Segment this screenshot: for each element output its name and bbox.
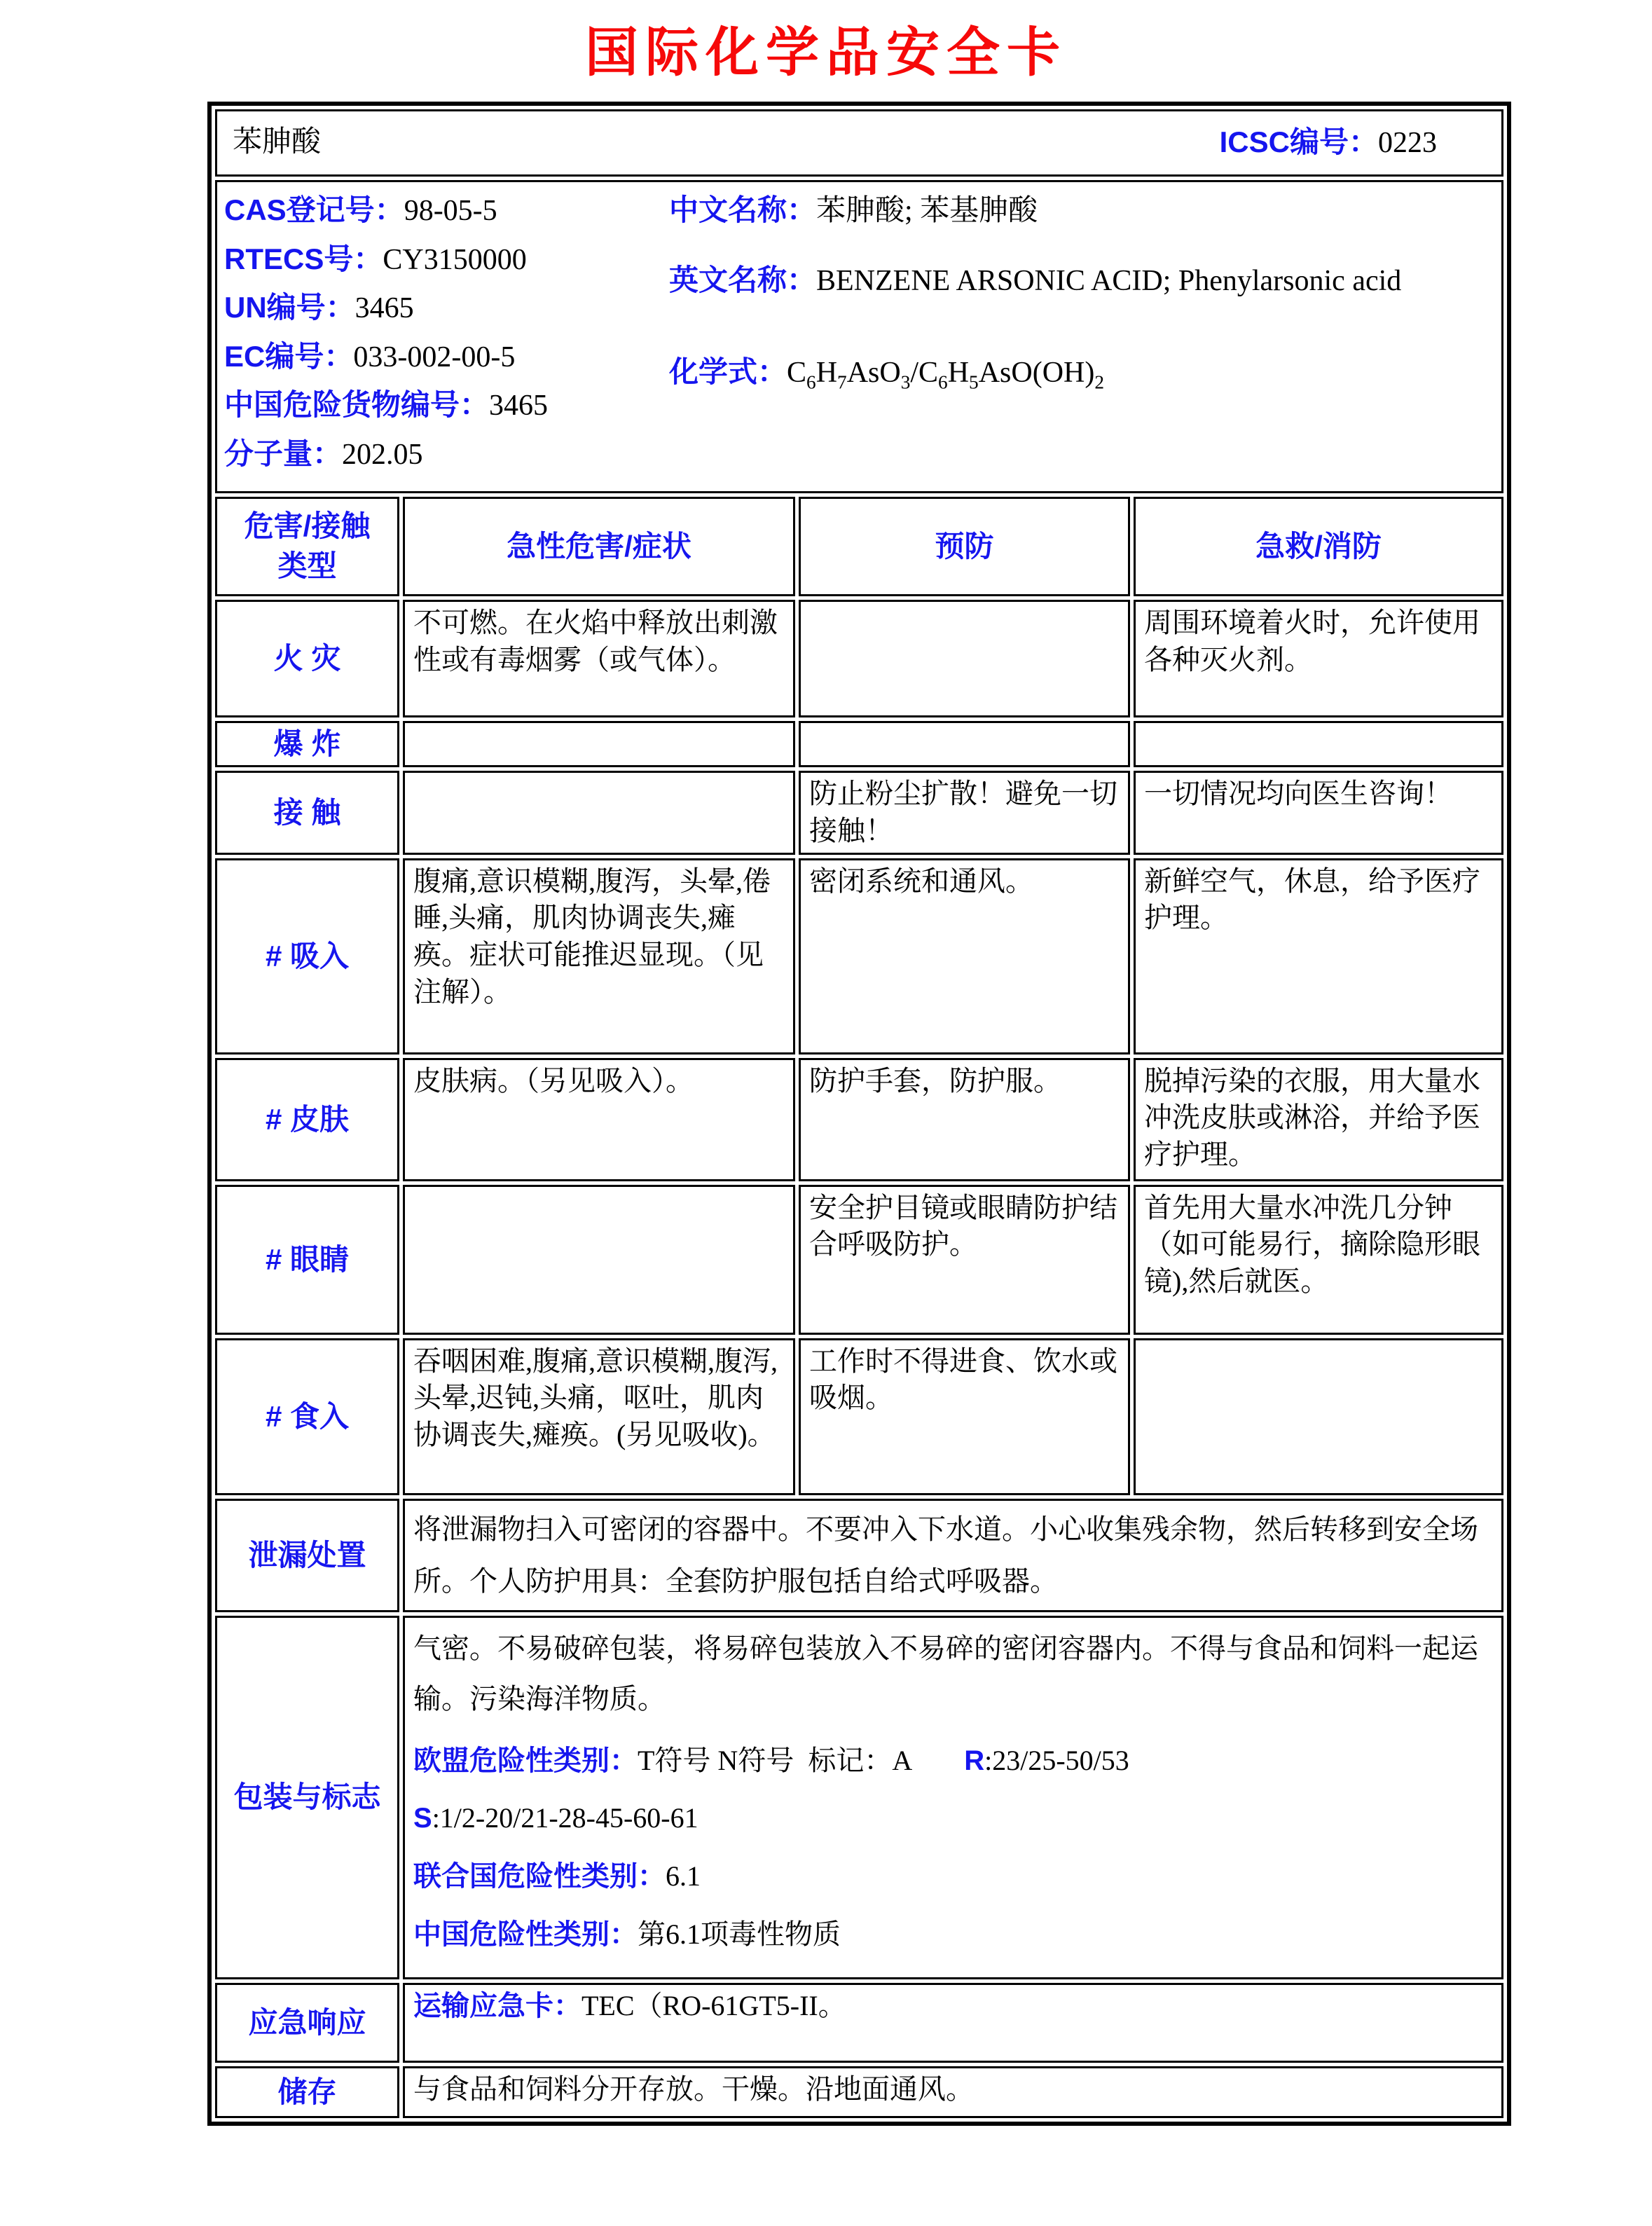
eyes-first-aid: 首先用大量水冲洗几分钟（如可能易行，摘除隐形眼镜),然后就医。 xyxy=(1134,1185,1503,1335)
packaging-intro: 气密。不易破碎包装，将易碎包装放入不易碎的密闭容器内。不得与食品和饲料一起运输。污染海洋物质。 xyxy=(413,1632,1478,1715)
ec-number-line xyxy=(224,338,669,376)
col-header-hazard-type: 危害/接触类型 xyxy=(215,497,399,596)
ingestion-prevention: 工作时不得进食、饮水或吸烟。 xyxy=(799,1338,1130,1495)
eu-classification-line xyxy=(413,1743,1493,1780)
china-classification-value: 第6.1项毒性物质 xyxy=(638,1918,841,1950)
rtecs-number-value: CY3150000 xyxy=(383,243,527,276)
eu-classification-label: 欧盟危险性类别： xyxy=(413,1745,638,1776)
hazard-type-explosion: 爆 炸 xyxy=(215,721,399,767)
un-number-line xyxy=(224,289,669,327)
china-classification-line xyxy=(413,1916,1493,1953)
col-header-prevention: 预防 xyxy=(799,497,1130,596)
exposure-first-aid: 一切情况均向医生咨询！ xyxy=(1134,771,1503,855)
packaging-type-label: 包装与标志 xyxy=(215,1616,399,1979)
english-name-label: 英文名称： xyxy=(669,263,817,296)
un-classification-label: 联合国危险性类别： xyxy=(413,1861,666,1892)
ingestion-first-aid xyxy=(1134,1338,1503,1495)
emergency-response-type-label: 应急响应 xyxy=(215,1983,399,2063)
col-header-symptoms: 急性危害/症状 xyxy=(403,497,795,596)
cas-number-label: CAS登记号： xyxy=(224,193,404,226)
molecular-weight-line xyxy=(224,436,669,474)
un-classification-value: 6.1 xyxy=(666,1860,701,1892)
r-phrases-value: :23/25-50/53 xyxy=(984,1744,1129,1776)
english-name-value: BENZENE ARSONIC ACID; Phenylarsonic acid xyxy=(816,264,1402,297)
china-classification-label: 中国危险性类别： xyxy=(413,1918,638,1950)
card-header-row xyxy=(215,109,1503,177)
fire-prevention xyxy=(799,600,1130,717)
skin-prevention: 防护手套，防护服。 xyxy=(799,1058,1130,1181)
hazard-type-skin: # 皮肤 xyxy=(215,1058,399,1181)
china-dg-number-line xyxy=(224,387,669,425)
molecular-weight-value: 202.05 xyxy=(342,438,423,471)
s-phrases-line xyxy=(413,1800,1493,1837)
eu-classification-value: T符号 N符号 标记：A xyxy=(638,1744,913,1776)
hazard-row-eyes xyxy=(215,1185,1503,1335)
explosion-symptoms xyxy=(403,721,795,767)
un-number-label: UN编号： xyxy=(224,291,355,324)
transport-emergency-card-label: 运输应急卡： xyxy=(413,1990,581,2021)
hazard-row-inhalation xyxy=(215,858,1503,1054)
ingestion-symptoms: 吞咽困难,腹痛,意识模糊,腹泻,头晕,迟钝,头痛，呕吐，肌肉协调丧失,瘫痪。(另见吸收)。 xyxy=(403,1338,795,1495)
eyes-symptoms xyxy=(403,1185,795,1335)
un-classification-line xyxy=(413,1858,1493,1895)
explosion-prevention xyxy=(799,721,1130,767)
col-header-first-aid: 急救/消防 xyxy=(1134,497,1503,596)
inhalation-prevention: 密闭系统和通风。 xyxy=(799,858,1130,1054)
icsc-card xyxy=(207,102,1511,2126)
skin-symptoms: 皮肤病。（另见吸入）。 xyxy=(403,1058,795,1181)
skin-first-aid: 脱掉污染的衣服，用大量水冲洗皮肤或淋浴，并给予医疗护理。 xyxy=(1134,1058,1503,1181)
hazard-type-eyes: # 眼睛 xyxy=(215,1185,399,1335)
chemical-formula-value: $C_6H_7AsO_3/C_6H_5AsO(OH)_2$ xyxy=(787,357,1105,393)
hazard-table-header-row xyxy=(215,497,1503,596)
icsc-number xyxy=(1220,123,1437,163)
identification-row xyxy=(215,180,1503,493)
ec-number-label: EC编号： xyxy=(224,339,354,373)
r-phrases-label: R xyxy=(964,1745,985,1776)
hazard-row-skin xyxy=(215,1058,1503,1181)
identification-cell xyxy=(215,180,1503,493)
english-name-line xyxy=(669,262,1494,300)
chinese-name-line xyxy=(669,192,1494,230)
molecular-weight-label: 分子量： xyxy=(224,437,343,470)
explosion-first-aid xyxy=(1134,721,1503,767)
un-number-value: 3465 xyxy=(355,292,414,324)
china-dg-number-value: 3465 xyxy=(489,390,549,422)
identification-left-column xyxy=(224,192,669,484)
storage-text: 与食品和饲料分开存放。干燥。沿地面通风。 xyxy=(403,2066,1503,2118)
inhalation-symptoms: 腹痛,意识模糊,腹泻，头晕,倦睡,头痛，肌肉协调丧失,瘫痪。症状可能推迟显现。（见注解）。 xyxy=(403,858,795,1054)
substance-name: 苯胂酸 xyxy=(233,126,322,159)
spillage-row xyxy=(215,1499,1503,1612)
page-title: 国际化学品安全卡 xyxy=(585,23,1067,83)
packaging-cell xyxy=(403,1616,1503,1979)
fire-symptoms: 不可燃。在火焰中释放出刺激性或有毒烟雾（或气体）。 xyxy=(403,600,795,717)
hazard-type-ingestion: # 食入 xyxy=(215,1338,399,1495)
emergency-response-cell xyxy=(403,1983,1503,2063)
spillage-type-label: 泄漏处置 xyxy=(215,1499,399,1612)
hazard-row-exposure xyxy=(215,771,1503,855)
spillage-text: 将泄漏物扫入可密闭的容器中。不要冲入下水道。小心收集残余物，然后转移到安全场所。个人防护用具：全套防护服包括自给式呼吸器。 xyxy=(403,1499,1503,1612)
s-phrases-label: S xyxy=(413,1803,432,1834)
ec-number-value: 033-002-00-5 xyxy=(353,341,516,373)
exposure-symptoms xyxy=(403,771,795,855)
chemical-formula-label: 化学式： xyxy=(669,355,787,388)
storage-row xyxy=(215,2066,1503,2118)
s-phrases-value: :1/2-20/21-28-45-60-61 xyxy=(432,1802,698,1834)
storage-type-label: 储存 xyxy=(215,2066,399,2118)
eyes-prevention: 安全护目镜或眼睛防护结合呼吸防护。 xyxy=(799,1185,1130,1335)
icsc-number-label: ICSC编号： xyxy=(1219,125,1378,159)
icsc-number-value: 0223 xyxy=(1378,127,1437,160)
hazard-row-ingestion xyxy=(215,1338,1503,1495)
chinese-name-label: 中文名称： xyxy=(669,193,817,226)
fire-first-aid: 周围环境着火时，允许使用各种灭火剂。 xyxy=(1134,600,1503,717)
hazard-type-inhalation: # 吸入 xyxy=(215,858,399,1054)
cas-number-value: 98-05-5 xyxy=(404,195,497,227)
inhalation-first-aid: 新鲜空气，休息，给予医疗护理。 xyxy=(1134,858,1503,1054)
cas-number-line xyxy=(224,192,669,230)
hazard-type-exposure: 接 触 xyxy=(215,771,399,855)
packaging-row xyxy=(215,1616,1503,1979)
hazard-row-fire xyxy=(215,600,1503,717)
hazard-row-explosion xyxy=(215,721,1503,767)
exposure-prevention: 防止粉尘扩散！避免一切接触！ xyxy=(799,771,1130,855)
emergency-response-row xyxy=(215,1983,1503,2063)
chinese-name-value: 苯胂酸; 苯基胂酸 xyxy=(816,195,1038,227)
card-header-cell xyxy=(215,109,1503,177)
hazard-type-fire: 火 灾 xyxy=(215,600,399,717)
transport-emergency-card-value: TEC（RO-61GT5-II。 xyxy=(581,1989,846,2021)
rtecs-number-line xyxy=(224,241,669,279)
china-dg-number-label: 中国危险货物编号： xyxy=(224,388,490,421)
rtecs-number-label: RTECS号： xyxy=(224,242,383,275)
chemical-formula-line xyxy=(669,354,1494,394)
identification-right-column xyxy=(669,192,1499,484)
